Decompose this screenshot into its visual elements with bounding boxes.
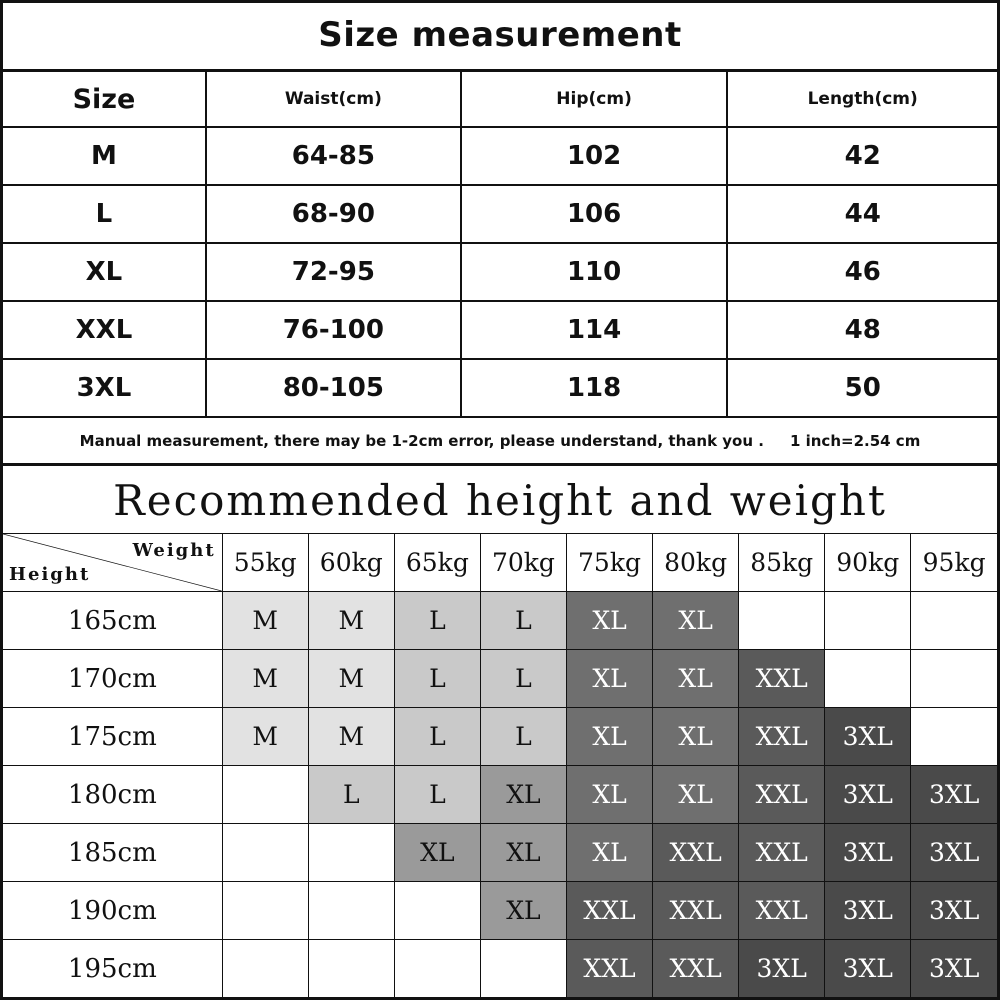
weight-header-65kg: 65kg	[394, 534, 480, 592]
table-row	[3, 824, 997, 882]
height-label-cell: 185cm	[3, 824, 222, 882]
cell-size: 3XL	[3, 359, 206, 417]
axis-label-weight: Weight	[132, 540, 216, 561]
cell-length: 44	[727, 185, 997, 243]
size-matrix-cell	[739, 592, 825, 650]
table-row	[3, 359, 997, 417]
cell-waist: 64-85	[206, 127, 461, 185]
size-matrix-cell: XL	[480, 766, 566, 824]
size-matrix-cell: 3XL	[739, 940, 825, 998]
size-matrix-cell: XL	[480, 824, 566, 882]
size-measurement-title: Size measurement	[3, 3, 997, 72]
size-matrix-cell	[911, 650, 997, 708]
size-matrix-cell: L	[480, 592, 566, 650]
weight-header-55kg: 55kg	[222, 534, 308, 592]
height-label-cell: 175cm	[3, 708, 222, 766]
cell-size: XL	[3, 243, 206, 301]
size-matrix-cell	[911, 708, 997, 766]
recommended-table-body	[3, 592, 997, 998]
size-matrix-cell: XXL	[566, 882, 652, 940]
table-header-row	[3, 72, 997, 127]
cell-size: M	[3, 127, 206, 185]
height-label-cell: 180cm	[3, 766, 222, 824]
size-matrix-cell: XL	[566, 650, 652, 708]
weight-header-80kg: 80kg	[653, 534, 739, 592]
cell-length: 46	[727, 243, 997, 301]
size-matrix-cell	[394, 940, 480, 998]
weight-header-60kg: 60kg	[308, 534, 394, 592]
size-matrix-cell: XXL	[653, 824, 739, 882]
cell-length: 42	[727, 127, 997, 185]
size-matrix-cell	[308, 882, 394, 940]
weight-header-85kg: 85kg	[739, 534, 825, 592]
size-matrix-cell: XL	[566, 766, 652, 824]
size-matrix-cell: XXL	[739, 882, 825, 940]
size-matrix-cell: M	[308, 708, 394, 766]
height-label-cell: 190cm	[3, 882, 222, 940]
table-row	[3, 650, 997, 708]
size-matrix-cell: XL	[653, 650, 739, 708]
column-header-waist: Waist(cm)	[206, 72, 461, 127]
size-matrix-cell: XL	[653, 766, 739, 824]
recommended-header-row	[3, 534, 997, 592]
size-matrix-cell	[480, 940, 566, 998]
size-matrix-cell: 3XL	[911, 766, 997, 824]
axis-label-height: Height	[9, 564, 91, 585]
size-matrix-cell: 3XL	[911, 824, 997, 882]
table-row	[3, 940, 997, 998]
size-matrix-cell: 3XL	[825, 940, 911, 998]
size-matrix-cell: XL	[566, 824, 652, 882]
size-matrix-cell: XL	[566, 708, 652, 766]
size-matrix-cell	[222, 882, 308, 940]
table-row	[3, 243, 997, 301]
size-matrix-cell: 3XL	[825, 766, 911, 824]
measurement-note-text: Manual measurement, there may be 1-2cm error, please understand, thank you .	[79, 431, 764, 450]
size-matrix-cell: XXL	[653, 882, 739, 940]
weight-header-70kg: 70kg	[480, 534, 566, 592]
cell-waist: 68-90	[206, 185, 461, 243]
size-matrix-cell: XXL	[739, 650, 825, 708]
size-matrix-cell: XXL	[739, 708, 825, 766]
size-matrix-cell: XXL	[739, 766, 825, 824]
size-matrix-cell: L	[308, 766, 394, 824]
cell-waist: 76-100	[206, 301, 461, 359]
size-matrix-cell: M	[222, 650, 308, 708]
measurement-note	[3, 418, 997, 466]
cell-hip: 114	[461, 301, 728, 359]
weight-header-90kg: 90kg	[825, 534, 911, 592]
size-matrix-cell: L	[480, 650, 566, 708]
size-matrix-cell: XXL	[653, 940, 739, 998]
size-matrix-cell: XL	[653, 708, 739, 766]
size-matrix-cell: M	[308, 592, 394, 650]
recommended-title: Recommended height and weight	[113, 476, 887, 525]
size-matrix-cell	[394, 882, 480, 940]
cell-size: XXL	[3, 301, 206, 359]
recommended-size-table	[3, 533, 997, 997]
size-matrix-cell	[222, 824, 308, 882]
size-matrix-cell: M	[222, 592, 308, 650]
cell-waist: 80-105	[206, 359, 461, 417]
size-matrix-cell: XL	[480, 882, 566, 940]
size-matrix-cell	[308, 940, 394, 998]
cell-length: 50	[727, 359, 997, 417]
column-header-hip: Hip(cm)	[461, 72, 728, 127]
height-label-cell: 195cm	[3, 940, 222, 998]
weight-header-75kg: 75kg	[566, 534, 652, 592]
size-matrix-cell	[308, 824, 394, 882]
size-matrix-cell: L	[394, 650, 480, 708]
size-matrix-cell	[222, 940, 308, 998]
table-row	[3, 592, 997, 650]
size-matrix-cell: 3XL	[825, 882, 911, 940]
size-matrix-cell: L	[394, 766, 480, 824]
size-matrix-cell: L	[394, 708, 480, 766]
size-matrix-cell	[911, 592, 997, 650]
column-header-size: Size	[3, 72, 206, 127]
table-row	[3, 185, 997, 243]
size-measurement-section	[3, 3, 997, 466]
cell-hip: 102	[461, 127, 728, 185]
size-matrix-cell: M	[222, 708, 308, 766]
table-row	[3, 882, 997, 940]
cell-length: 48	[727, 301, 997, 359]
table-row	[3, 301, 997, 359]
size-matrix-cell: XXL	[739, 824, 825, 882]
size-matrix-cell	[825, 650, 911, 708]
size-matrix-cell: 3XL	[911, 940, 997, 998]
table-row	[3, 708, 997, 766]
table-row	[3, 766, 997, 824]
size-matrix-cell: XXL	[566, 940, 652, 998]
height-label-cell: 170cm	[3, 650, 222, 708]
size-measurement-table	[3, 72, 997, 418]
inch-conversion-text: 1 inch=2.54 cm	[789, 431, 921, 450]
axis-corner-cell	[3, 534, 222, 592]
size-matrix-cell: 3XL	[825, 708, 911, 766]
cell-hip: 110	[461, 243, 728, 301]
cell-hip: 106	[461, 185, 728, 243]
recommended-size-section	[3, 466, 997, 997]
column-header-length: Length(cm)	[727, 72, 997, 127]
cell-size: L	[3, 185, 206, 243]
size-matrix-cell	[825, 592, 911, 650]
weight-header-95kg: 95kg	[911, 534, 997, 592]
size-matrix-cell: 3XL	[825, 824, 911, 882]
size-matrix-cell: XL	[394, 824, 480, 882]
size-matrix-cell: XL	[653, 592, 739, 650]
size-matrix-cell: 3XL	[911, 882, 997, 940]
size-matrix-cell: XL	[566, 592, 652, 650]
cell-waist: 72-95	[206, 243, 461, 301]
table-row	[3, 127, 997, 185]
corner-inner	[3, 534, 222, 591]
size-matrix-cell: L	[480, 708, 566, 766]
cell-hip: 118	[461, 359, 728, 417]
size-matrix-cell: L	[394, 592, 480, 650]
size-matrix-cell: M	[308, 650, 394, 708]
height-label-cell: 165cm	[3, 592, 222, 650]
size-matrix-cell	[222, 766, 308, 824]
